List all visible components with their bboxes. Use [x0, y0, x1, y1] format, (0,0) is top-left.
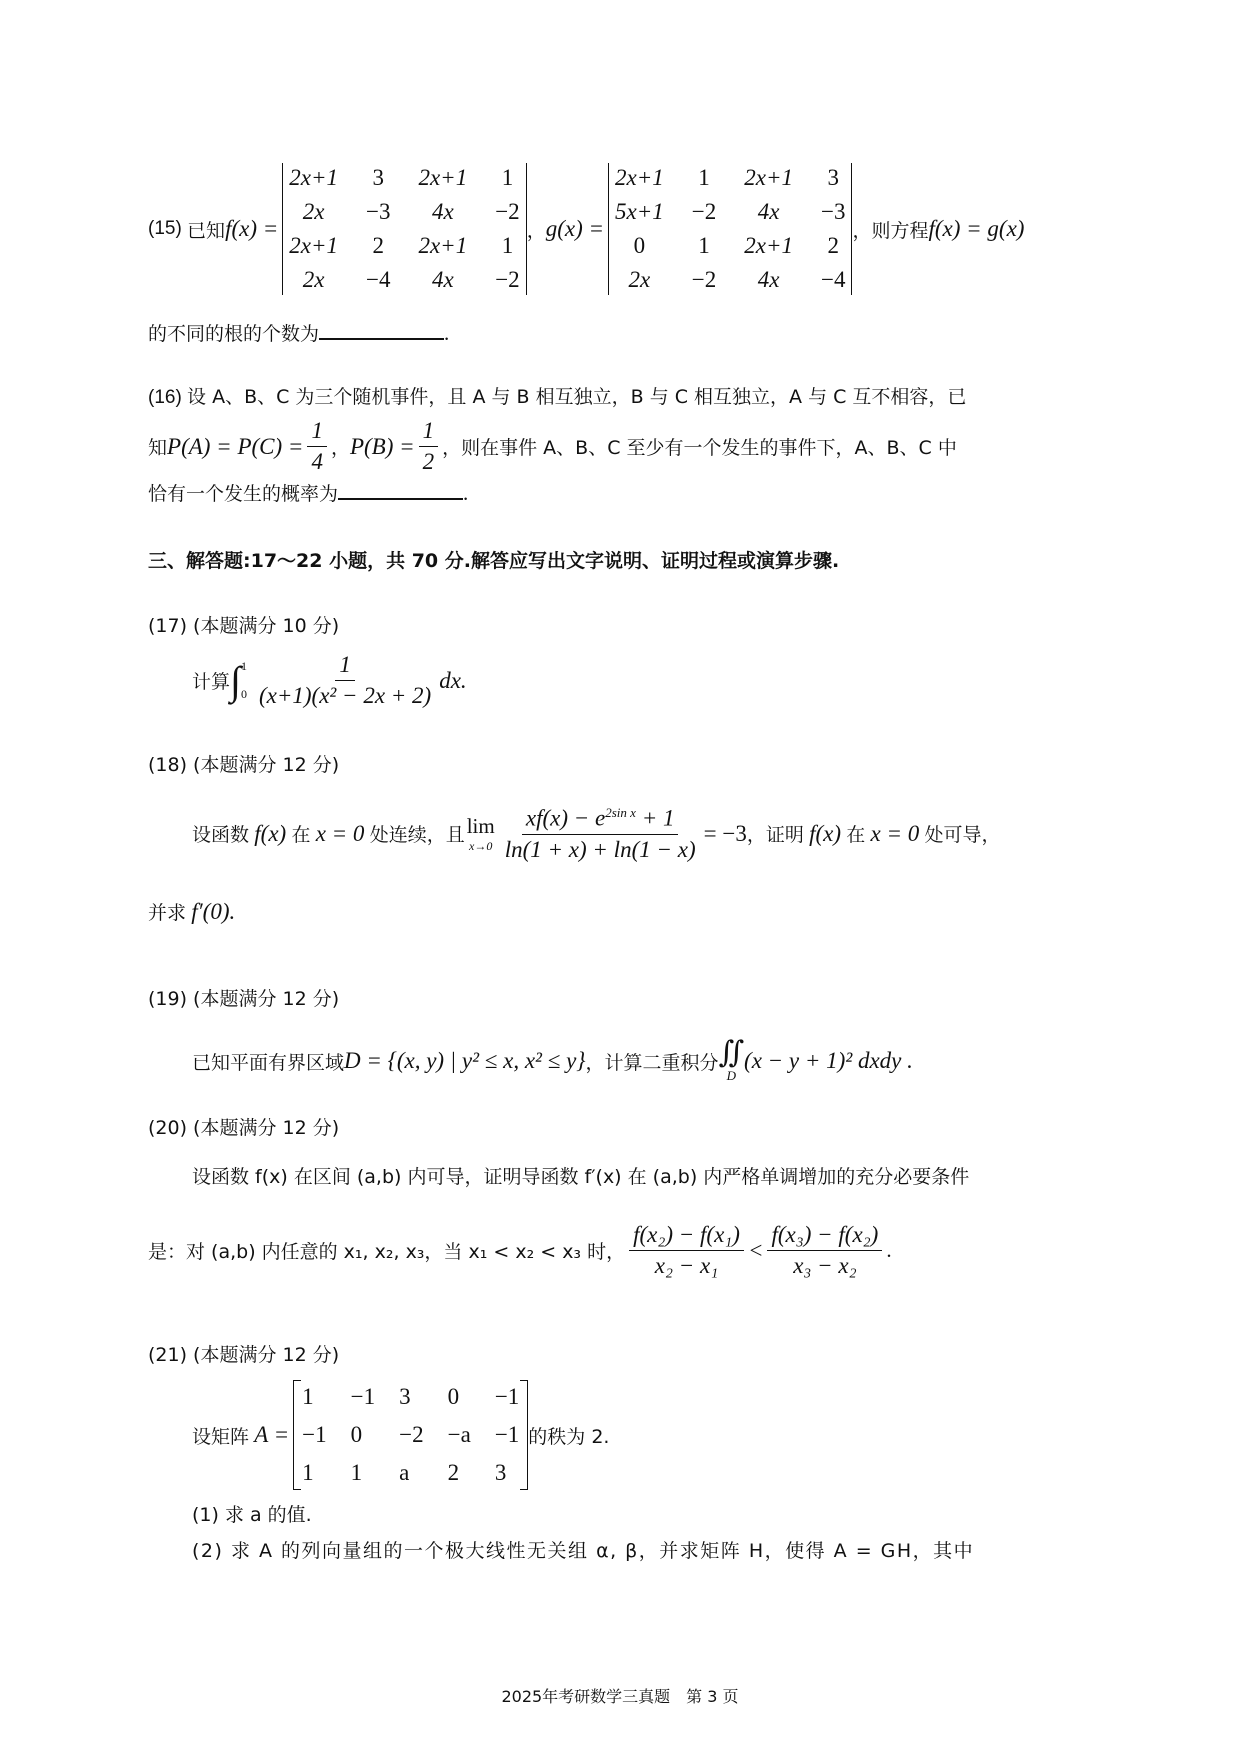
q17-text: 计算 [192, 671, 231, 693]
q20-text: 是：对 (a,b) 内任意的 x₁, x₂, x₃，当 x₁ < x₂ < x₃ 时， [148, 1241, 626, 1263]
matrix-cell: 4x [431, 267, 454, 292]
matrix-cell: 5x+1 [615, 199, 664, 224]
q18-text: 处连续，且 [369, 824, 465, 847]
q17-dx: dx. [439, 667, 467, 693]
q18-text: 并求 [148, 902, 187, 924]
q18-text: 在 [846, 824, 866, 847]
q16-text: 知 [148, 437, 168, 459]
q18-text: 在 [291, 824, 311, 847]
matrix-cell: −2 [691, 199, 717, 224]
matrix-cell: 2x [302, 199, 325, 224]
q21-body [192, 1380, 609, 1490]
frac-num: 1 [335, 652, 355, 681]
matrix-cell: 2x+1 [615, 165, 664, 190]
frac-den: ln(1 + x) + ln(1 − x) [504, 836, 696, 862]
num: xf(x) − e [525, 805, 606, 831]
matrix-cell: 1 [698, 165, 710, 190]
matrix-cell: 2x [302, 267, 325, 292]
matrix-cell: −2 [495, 267, 520, 292]
q19-body [192, 1038, 913, 1084]
q15-line2 [148, 318, 449, 346]
q21-text: 设矩阵 [192, 1425, 250, 1448]
matrix-cell: −2 [495, 199, 520, 224]
fx: f(x) [254, 820, 287, 846]
page-footer: 2025年考研数学三真题 第 3 页 [501, 1687, 739, 1706]
matrix-cell: 0 [633, 233, 646, 258]
comma: ， [330, 437, 350, 459]
prob-ac: P(A) = P(C) = [167, 433, 304, 459]
comma: ， [526, 219, 546, 242]
f-prime-0: f′(0). [191, 899, 236, 924]
q16-line3 [148, 478, 468, 506]
prob-b: P(B) = [349, 433, 415, 459]
q19-text: ，计算二重积分 [585, 1051, 719, 1074]
matrix-cell: 3 [494, 1460, 507, 1485]
q18-body [192, 805, 1001, 863]
q15-label: (15) [148, 218, 182, 239]
matrix-cell: 1 [350, 1460, 363, 1485]
q15-text: 已知 [187, 219, 226, 242]
q15-g: g(x) = [545, 216, 605, 241]
matrix-cell: 4x [757, 267, 780, 292]
matrix-cell: −a [447, 1422, 471, 1447]
period: . [444, 321, 450, 345]
rhs: = −3 [703, 820, 747, 846]
lower-limit: 0 [240, 686, 247, 701]
matrix-cell: 3 [827, 165, 839, 190]
q20-line2 [148, 1222, 892, 1279]
q17-header: (17) (本题满分 10 分) [148, 615, 340, 637]
matrix-cell: 2x+1 [744, 165, 793, 190]
integral-sign: ∫ [230, 657, 241, 703]
matrix-cell: 2 [372, 233, 384, 258]
frac-den: 2 [422, 449, 435, 474]
frac-num: 1 [419, 418, 439, 447]
q16-text: ，则在事件 A、B、C 至少有一个发生的事件下，A、B、C 中 [442, 437, 957, 459]
matrix-cell: −1 [494, 1384, 520, 1409]
matrix-cell: −2 [691, 267, 717, 292]
q21-text: 的秩为 2. [528, 1425, 610, 1448]
matrix-cell: a [399, 1460, 410, 1485]
matrix-cell: 2x+1 [744, 233, 793, 258]
matrix-cell: 2x+1 [289, 165, 338, 190]
matrix-cell: 3 [399, 1384, 411, 1409]
q16-line2 [148, 418, 957, 475]
matrix-cell: 2 [447, 1460, 460, 1485]
matrix-a [293, 1380, 528, 1490]
matrix-cell: 2x [628, 267, 651, 292]
q19-text: 已知平面有界区域 [192, 1051, 345, 1074]
lim: lim [466, 813, 495, 838]
q16-text: 设 A、B、C 为三个随机事件，且 A 与 B 相互独立，B 与 C 相互独立，A 与 C 互不相容，已 [187, 386, 967, 408]
x0: x = 0 [315, 820, 365, 846]
matrix-cell: 1 [302, 1460, 314, 1485]
x0: x = 0 [870, 820, 920, 846]
upper-limit: 1 [240, 659, 247, 674]
matrix-cell: −1 [494, 1422, 520, 1447]
q18-text: ，证明 [746, 824, 804, 847]
q20-line1: 设函数 f(x) 在区间 (a,b) 内可导，证明导函数 f′(x) 在 (a,b) 内严格单调增加的充分必要条件 [192, 1166, 970, 1188]
q19-header: (19) (本题满分 12 分) [148, 988, 340, 1010]
fx: f(x) [809, 820, 842, 846]
q20-header: (20) (本题满分 12 分) [148, 1117, 340, 1139]
period: . [886, 1238, 892, 1262]
double-integral-sign: ∬ [718, 1036, 745, 1069]
frac-den: 4 [311, 449, 323, 474]
q21-part1: (1) 求 a 的值. [192, 1504, 312, 1526]
q18-text: 设函数 [192, 824, 250, 847]
matrix-cell: 2x+1 [418, 233, 468, 258]
matrix-cell: 2x+1 [289, 233, 338, 258]
matrix-cell: 2 [827, 233, 839, 258]
integrand: (x − y + 1)² dxdy . [744, 1048, 913, 1073]
answer-blank[interactable] [319, 318, 444, 340]
less-than: < [747, 1237, 764, 1263]
matrix-cell: 1 [501, 233, 514, 258]
matrix-cell: 1 [302, 1384, 314, 1409]
matrix-cell: 3 [372, 165, 384, 190]
matrix-cell: −3 [820, 199, 846, 224]
matrix-a-label: A = [254, 1422, 290, 1447]
q18-text: 处可导， [924, 824, 1001, 847]
frac-den: x₂ − x₁ [654, 1253, 719, 1278]
answer-blank[interactable] [338, 478, 463, 500]
matrix-cell: −1 [302, 1422, 327, 1447]
matrix-cell: 1 [501, 165, 514, 190]
q15-question: 的不同的根的个数为 [148, 323, 320, 345]
frac-den: (x+1)(x² − 2x + 2) [258, 683, 432, 708]
region-d: D = {(x, y) | y² ≤ x, x² ≤ y} [344, 1048, 586, 1073]
q18-header: (18) (本题满分 12 分) [148, 754, 340, 776]
matrix-cell: 0 [447, 1384, 460, 1409]
section-heading: 三、解答题:17～22 小题，共 70 分.解答应写出文字说明、证明过程或演算步骤. [148, 550, 840, 572]
determinant-g [608, 163, 852, 295]
matrix-cell: −4 [365, 267, 391, 292]
q15-equation: f(x) = g(x) [928, 216, 1025, 241]
q16-question: 恰有一个发生的概率为 [148, 483, 339, 505]
matrix-cell: −1 [350, 1384, 376, 1409]
period: . [463, 481, 469, 505]
matrix-cell: 2x+1 [418, 165, 468, 190]
frac-num: 1 [307, 418, 327, 447]
matrix-cell: 1 [698, 233, 710, 258]
exp: 2sin x [605, 805, 636, 820]
q21-part2: (2) 求 A 的列向量组的一个极大线性无关组 α, β，并求矩阵 H，使得 A = GH，其中 [192, 1540, 975, 1562]
determinant-f [282, 163, 526, 295]
frac-den: x₃ − x₂ [793, 1253, 857, 1278]
q15-text2: ，则方程 [852, 219, 929, 242]
matrix-cell: 4x [757, 199, 780, 224]
matrix-cell: −3 [365, 199, 391, 224]
q15-f: f(x) = [225, 216, 279, 241]
domain-sub: D [726, 1068, 736, 1083]
question-15 [148, 163, 1024, 295]
matrix-cell: 0 [350, 1422, 363, 1447]
num: + 1 [635, 805, 675, 831]
q16-label: (16) [148, 387, 182, 408]
matrix-cell: 4x [431, 199, 454, 224]
matrix-cell: −2 [399, 1422, 424, 1447]
frac-num: f(x₂) − f(x₁) [629, 1222, 744, 1251]
q21-header: (21) (本题满分 12 分) [148, 1344, 340, 1366]
matrix-cell: −4 [820, 267, 846, 292]
frac-num: f(x₃) − f(x₂) [767, 1222, 882, 1251]
q17-body [192, 652, 467, 709]
lim-sub: x→0 [469, 838, 493, 853]
q16-line1 [148, 382, 966, 409]
q18-line2 [148, 898, 235, 925]
